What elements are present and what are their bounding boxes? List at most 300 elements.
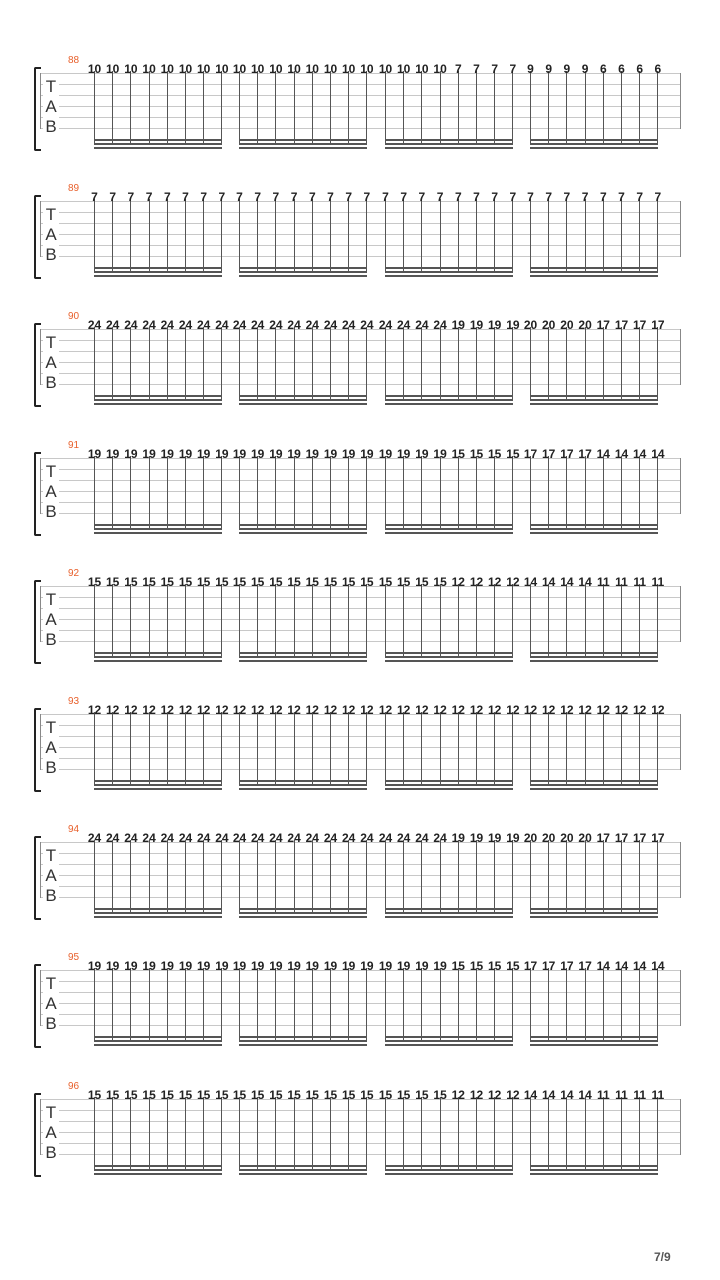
fret-number: 19 xyxy=(378,959,393,974)
beam xyxy=(530,916,658,918)
fret-number: 15 xyxy=(506,446,520,461)
fret-number: 12 xyxy=(305,703,319,717)
note-stem xyxy=(149,584,150,658)
beam xyxy=(530,908,658,910)
beam xyxy=(385,784,513,786)
note-stem xyxy=(94,840,95,914)
note-stem xyxy=(185,712,186,786)
fret-number: 17 xyxy=(578,446,592,461)
fret-number: 15 xyxy=(142,574,156,589)
clef-letter: B xyxy=(45,1142,57,1162)
note-stem xyxy=(94,327,95,401)
note-stem xyxy=(421,1097,422,1171)
fret-number: 11 xyxy=(651,1087,665,1102)
note-stem xyxy=(312,712,313,786)
clef-letter: A xyxy=(45,97,57,116)
fret-number: 19 xyxy=(506,831,520,846)
fret-number: 7 xyxy=(345,190,353,205)
fret-number: 15 xyxy=(397,574,411,589)
clef-letter: B xyxy=(45,886,57,906)
note-stem xyxy=(603,1097,604,1171)
fret-number: 19 xyxy=(415,446,429,461)
note-stem xyxy=(530,199,531,273)
beam xyxy=(385,912,513,914)
note-stem xyxy=(185,327,186,401)
beam xyxy=(530,1173,658,1175)
note-stem xyxy=(476,456,477,530)
fret-number: 17 xyxy=(596,831,610,846)
fret-number: 24 xyxy=(232,831,247,846)
note-stem xyxy=(458,327,459,401)
note-stem xyxy=(294,71,295,145)
note-stem xyxy=(257,968,258,1042)
note-stem xyxy=(548,584,549,658)
note-stem xyxy=(476,712,477,786)
note-stem xyxy=(330,968,331,1042)
barline xyxy=(680,714,681,770)
note-stem xyxy=(366,584,367,658)
note-stem xyxy=(621,968,622,1042)
note-stem xyxy=(149,327,150,401)
note-stem xyxy=(312,71,313,145)
fret-number: 24 xyxy=(178,318,193,333)
beam xyxy=(530,139,658,141)
note-stem xyxy=(385,840,386,914)
fret-number: 12 xyxy=(360,703,374,717)
beam xyxy=(94,528,222,530)
fret-number: 7 xyxy=(473,190,480,205)
note-stem xyxy=(440,456,441,530)
fret-number: 24 xyxy=(397,318,411,333)
note-stem xyxy=(512,840,513,914)
note-stem xyxy=(221,1097,222,1171)
note-stem xyxy=(603,327,604,401)
fret-number: 19 xyxy=(469,318,484,333)
fret-number: 19 xyxy=(160,959,174,974)
fret-number: 19 xyxy=(360,959,374,974)
note-stem xyxy=(167,584,168,658)
measure-number: 93 xyxy=(68,696,80,707)
fret-number: 19 xyxy=(323,959,338,974)
fret-number: 24 xyxy=(232,318,247,333)
fret-number: 17 xyxy=(633,831,647,846)
fret-number: 12 xyxy=(232,703,247,717)
beam xyxy=(239,147,367,149)
note-stem xyxy=(639,71,640,145)
beam xyxy=(239,271,367,273)
note-stem xyxy=(530,584,531,658)
fret-number: 24 xyxy=(342,318,356,333)
beam xyxy=(530,143,658,145)
note-stem xyxy=(167,1097,168,1171)
fret-number: 7 xyxy=(236,190,243,205)
note-stem xyxy=(221,584,222,658)
fret-number: 19 xyxy=(215,446,229,461)
note-stem xyxy=(421,327,422,401)
beam xyxy=(530,147,658,149)
tab-staff xyxy=(30,952,690,1092)
fret-number: 12 xyxy=(542,703,556,717)
fret-number: 11 xyxy=(633,1087,647,1102)
note-stem xyxy=(366,968,367,1042)
note-stem xyxy=(639,840,640,914)
note-stem xyxy=(221,840,222,914)
note-stem xyxy=(167,456,168,530)
tab-staff xyxy=(30,55,690,195)
fret-number: 17 xyxy=(578,959,592,974)
fret-number: 7 xyxy=(527,190,534,205)
fret-number: 10 xyxy=(178,62,193,76)
fret-number: 7 xyxy=(290,190,298,205)
beam xyxy=(530,656,658,658)
beam xyxy=(385,275,513,277)
fret-number: 14 xyxy=(523,1087,538,1102)
fret-number: 14 xyxy=(651,446,665,461)
note-stem xyxy=(530,712,531,786)
note-stem xyxy=(494,456,495,530)
note-stem xyxy=(294,840,295,914)
beam xyxy=(385,656,513,658)
beam xyxy=(385,139,513,141)
note-stem xyxy=(112,456,113,530)
note-stem xyxy=(621,327,622,401)
beam xyxy=(239,1165,367,1167)
fret-number: 12 xyxy=(106,703,120,717)
fret-number: 20 xyxy=(560,831,574,846)
note-stem xyxy=(476,1097,477,1171)
tab-staff xyxy=(30,696,690,836)
fret-number: 24 xyxy=(251,831,265,846)
beam xyxy=(239,912,367,914)
note-stem xyxy=(130,968,131,1042)
fret-number: 10 xyxy=(323,62,338,76)
fret-number: 12 xyxy=(323,703,338,717)
clef-letter: B xyxy=(45,117,57,136)
fret-number: 20 xyxy=(523,318,538,333)
barline xyxy=(40,714,41,770)
fret-number: 12 xyxy=(251,703,265,717)
barline xyxy=(680,73,681,129)
beam xyxy=(385,1165,513,1167)
beam xyxy=(239,528,367,530)
fret-number: 12 xyxy=(197,703,211,717)
fret-number: 7 xyxy=(254,190,262,205)
beam xyxy=(385,908,513,910)
note-stem xyxy=(385,71,386,145)
measure-number: 94 xyxy=(68,824,80,836)
note-stem xyxy=(112,327,113,401)
beam xyxy=(94,524,222,526)
clef-letter: B xyxy=(45,629,57,649)
note-stem xyxy=(530,1097,531,1171)
barline xyxy=(680,201,681,257)
note-stem xyxy=(421,584,422,658)
fret-number: 24 xyxy=(269,318,283,333)
barline xyxy=(680,586,681,642)
note-stem xyxy=(512,199,513,273)
beam xyxy=(239,780,367,782)
fret-number: 15 xyxy=(451,959,465,974)
fret-number: 10 xyxy=(397,62,411,76)
measure-number: 90 xyxy=(68,311,80,323)
note-stem xyxy=(403,1097,404,1171)
clef-letter: T xyxy=(45,974,57,994)
beam xyxy=(94,1036,222,1038)
note-stem xyxy=(294,584,295,658)
barline xyxy=(40,458,41,514)
fret-number: 24 xyxy=(106,831,120,846)
fret-number: 20 xyxy=(578,318,592,333)
fret-number: 7 xyxy=(509,62,517,76)
fret-number: 20 xyxy=(523,831,538,846)
beam xyxy=(385,143,513,145)
note-stem xyxy=(312,840,313,914)
fret-number: 19 xyxy=(251,446,265,461)
note-stem xyxy=(621,456,622,530)
fret-number: 15 xyxy=(451,446,465,461)
note-stem xyxy=(167,199,168,273)
note-stem xyxy=(203,199,204,273)
fret-number: 24 xyxy=(360,318,374,333)
fret-number: 14 xyxy=(596,446,610,461)
fret-number: 19 xyxy=(342,446,356,461)
note-stem xyxy=(167,840,168,914)
note-stem xyxy=(476,199,477,273)
tab-clef xyxy=(43,333,59,393)
fret-number: 12 xyxy=(342,703,356,717)
fret-number: 7 xyxy=(418,190,426,205)
fret-number: 7 xyxy=(581,190,589,205)
note-stem xyxy=(512,968,513,1042)
note-stem xyxy=(530,71,531,145)
fret-number: 11 xyxy=(596,1087,610,1102)
fret-number: 24 xyxy=(433,831,447,846)
barline xyxy=(40,842,41,898)
fret-number: 17 xyxy=(596,318,610,333)
note-stem xyxy=(185,840,186,914)
note-stem xyxy=(275,327,276,401)
note-stem xyxy=(385,584,386,658)
fret-number: 7 xyxy=(182,190,189,205)
beam xyxy=(530,524,658,526)
note-stem xyxy=(366,456,367,530)
fret-number: 15 xyxy=(287,574,301,589)
fret-number: 7 xyxy=(363,190,371,205)
clef-letter: A xyxy=(45,994,57,1014)
note-stem xyxy=(639,584,640,658)
fret-number: 15 xyxy=(397,1087,411,1102)
beam xyxy=(385,1169,513,1171)
fret-number: 7 xyxy=(145,190,153,205)
fret-number: 15 xyxy=(305,1087,319,1102)
beam xyxy=(530,395,658,397)
note-stem xyxy=(112,1097,113,1171)
fret-number: 6 xyxy=(618,62,625,76)
barline xyxy=(680,458,681,514)
fret-number: 15 xyxy=(488,959,502,974)
note-stem xyxy=(348,1097,349,1171)
note-stem xyxy=(149,840,150,914)
fret-number: 10 xyxy=(215,62,229,76)
note-stem xyxy=(94,712,95,786)
fret-number: 14 xyxy=(614,959,629,974)
beam xyxy=(94,784,222,786)
fret-number: 24 xyxy=(360,831,374,846)
fret-number: 24 xyxy=(433,318,447,333)
fret-number: 15 xyxy=(323,1087,338,1102)
beam xyxy=(385,524,513,526)
fret-number: 15 xyxy=(415,1087,429,1102)
fret-number: 24 xyxy=(178,831,193,846)
measure-number: 96 xyxy=(68,1080,80,1092)
beam xyxy=(94,267,222,269)
note-stem xyxy=(239,71,240,145)
fret-number: 19 xyxy=(178,959,193,974)
fret-number: 10 xyxy=(197,62,211,76)
fret-number: 9 xyxy=(545,62,553,76)
note-stem xyxy=(239,327,240,401)
measure-number: 88 xyxy=(68,55,80,66)
fret-number: 15 xyxy=(506,959,520,974)
fret-number: 24 xyxy=(124,318,138,333)
beam xyxy=(239,524,367,526)
clef-letter: T xyxy=(45,205,57,225)
fret-number: 24 xyxy=(87,318,102,333)
note-stem xyxy=(275,584,276,658)
barline xyxy=(40,73,41,129)
fret-number: 24 xyxy=(287,831,301,846)
beam xyxy=(385,403,513,405)
note-stem xyxy=(421,456,422,530)
beam xyxy=(94,532,222,534)
note-stem xyxy=(257,712,258,786)
fret-number: 19 xyxy=(178,446,193,461)
note-stem xyxy=(530,456,531,530)
note-stem xyxy=(476,840,477,914)
fret-number: 15 xyxy=(160,574,174,589)
note-stem xyxy=(385,456,386,530)
fret-number: 14 xyxy=(523,574,538,589)
note-stem xyxy=(112,712,113,786)
note-stem xyxy=(603,71,604,145)
note-stem xyxy=(294,1097,295,1171)
fret-number: 19 xyxy=(305,446,319,461)
page-number: 7/9 xyxy=(654,1250,671,1264)
fret-number: 7 xyxy=(308,190,316,205)
note-stem xyxy=(149,199,150,273)
note-stem xyxy=(294,456,295,530)
note-stem xyxy=(203,840,204,914)
fret-number: 19 xyxy=(160,446,174,461)
note-stem xyxy=(330,712,331,786)
beam xyxy=(385,395,513,397)
note-stem xyxy=(548,1097,549,1171)
beam xyxy=(530,528,658,530)
note-stem xyxy=(366,1097,367,1171)
fret-number: 24 xyxy=(87,831,102,846)
note-stem xyxy=(621,199,622,273)
measure-number: 95 xyxy=(68,952,80,964)
note-stem xyxy=(203,968,204,1042)
note-stem xyxy=(530,968,531,1042)
note-stem xyxy=(112,199,113,273)
note-stem xyxy=(494,584,495,658)
fret-number: 7 xyxy=(400,190,408,205)
fret-number: 24 xyxy=(378,318,393,333)
fret-number: 17 xyxy=(542,446,556,461)
fret-number: 14 xyxy=(633,446,647,461)
fret-number: 17 xyxy=(651,318,665,333)
note-stem xyxy=(494,199,495,273)
fret-number: 11 xyxy=(615,1087,628,1102)
note-stem xyxy=(294,199,295,273)
note-stem xyxy=(239,456,240,530)
note-stem xyxy=(530,840,531,914)
note-stem xyxy=(440,712,441,786)
note-stem xyxy=(149,456,150,530)
note-stem xyxy=(203,584,204,658)
fret-number: 10 xyxy=(360,62,374,76)
fret-number: 10 xyxy=(287,62,301,76)
barline xyxy=(40,329,41,385)
note-stem xyxy=(185,584,186,658)
tab-clef xyxy=(43,846,59,906)
fret-number: 17 xyxy=(523,446,538,461)
fret-number: 12 xyxy=(596,703,610,717)
fret-number: 15 xyxy=(378,1087,393,1102)
beam xyxy=(239,403,367,405)
fret-number: 11 xyxy=(651,574,665,589)
beam xyxy=(94,1169,222,1171)
barline xyxy=(680,1099,681,1155)
fret-number: 24 xyxy=(215,831,229,846)
fret-number: 24 xyxy=(197,318,211,333)
note-stem xyxy=(275,712,276,786)
fret-number: 15 xyxy=(415,574,429,589)
barline xyxy=(680,842,681,898)
clef-letter: T xyxy=(45,589,57,609)
fret-number: 12 xyxy=(433,703,447,717)
clef-letter: A xyxy=(45,738,57,757)
fret-number: 19 xyxy=(305,959,319,974)
fret-number: 19 xyxy=(232,959,247,974)
note-stem xyxy=(548,712,549,786)
note-stem xyxy=(585,456,586,530)
note-stem xyxy=(167,327,168,401)
note-stem xyxy=(312,1097,313,1171)
note-stem xyxy=(348,199,349,273)
fret-number: 12 xyxy=(469,1087,484,1102)
beam xyxy=(239,1040,367,1042)
note-stem xyxy=(403,712,404,786)
beam xyxy=(94,271,222,273)
fret-number: 19 xyxy=(124,446,138,461)
fret-number: 14 xyxy=(633,959,647,974)
fret-number: 12 xyxy=(415,703,429,717)
fret-number: 19 xyxy=(378,446,393,461)
note-stem xyxy=(440,199,441,273)
fret-number: 12 xyxy=(633,703,647,717)
beam xyxy=(94,656,222,658)
clef-letter: A xyxy=(45,481,57,501)
beam xyxy=(239,267,367,269)
fret-number: 19 xyxy=(506,318,520,333)
fret-number: 10 xyxy=(433,62,447,76)
tab-staff xyxy=(30,183,690,323)
note-stem xyxy=(94,199,95,273)
beam xyxy=(94,275,222,277)
note-stem xyxy=(548,840,549,914)
